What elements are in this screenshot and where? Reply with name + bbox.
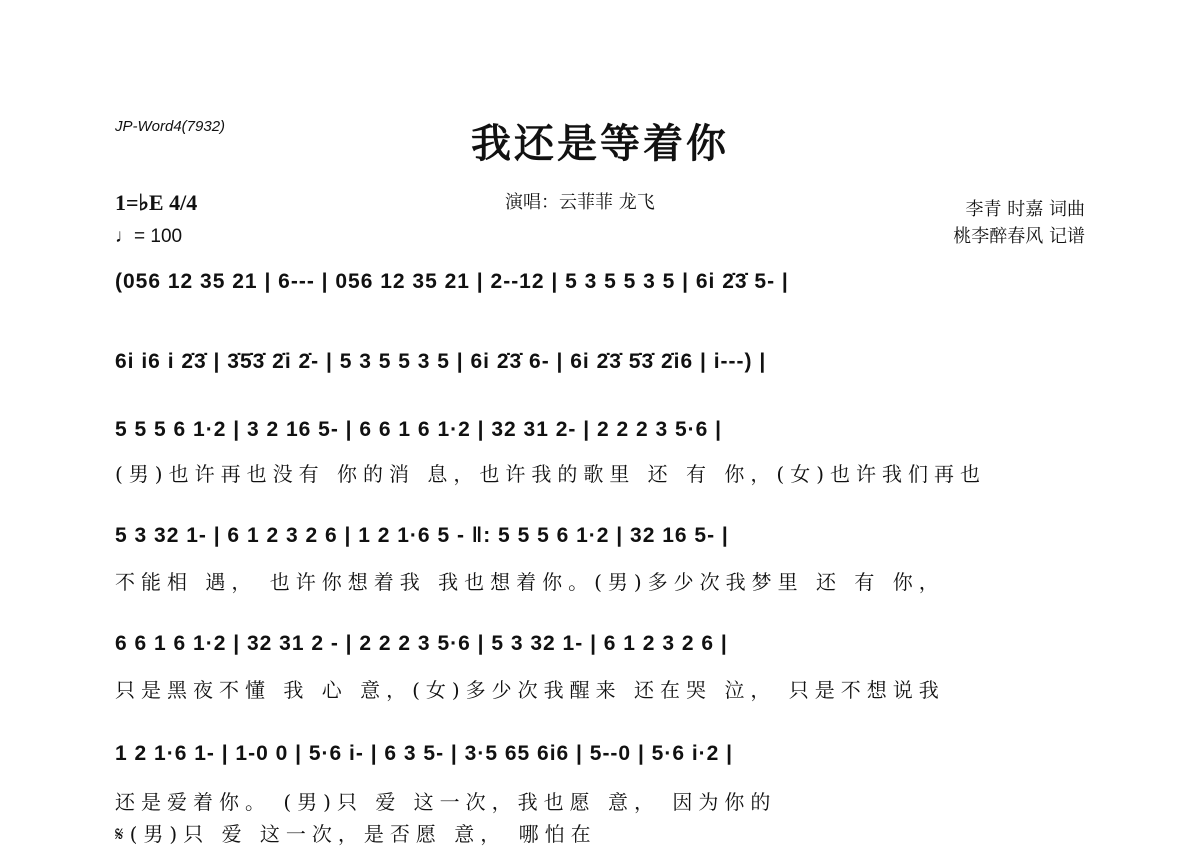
source-label: JP-Word4(7932): [115, 118, 226, 135]
lyric-row-3: (男)也许再也没有 你的消 息，也许我的歌里 还 有 你，(女)也许我们再也: [115, 462, 986, 486]
notation-row-2: 6i i6 i 2̇3̇ | 3̇5̇3̇ 2̇i 2̇- | 5 3 5 5 3 5 | 6i 2̇3̇ 6- | 6i 2̇3̇ 5̇3̇ 2̇i6 | i---) |: [115, 350, 767, 373]
song-title: 我还是等着你: [471, 120, 729, 167]
lyric-row-5: 只是黑夜不懂 我 心 意，(女)多少次我醒来 还在哭 泣， 只是不想说我: [115, 678, 945, 702]
key-signature: 1=♭E 4/4: [115, 190, 198, 215]
lyric-row-6a: 还是爱着你。 (男)只 爱 这一次，我也愿 意， 因为你的: [115, 790, 777, 814]
notation-row-4: 5 3 32 1- | 6 1 2 3 2 6 | 1 2 1·6 5 - ‖: 5 5 5 6 1·2 | 32 16 5- |: [115, 524, 729, 547]
lyric-row-6b: 𝄋(男)只 爱 这一次，是否愿 意， 哪怕在: [115, 822, 597, 846]
notation-row-1: (056 12 35 21 | 6--- | 056 12 35 21 | 2--12 | 5 3 5 5 3 5 | 6i 2̇3̇ 5- |: [115, 270, 789, 293]
transcriber-credit: 桃李醉春风 记谱: [953, 226, 1085, 247]
lyricist-composer-credit: 李青 时嘉 词曲: [965, 199, 1085, 220]
singer-credit: 演唱：云菲菲 龙飞: [505, 192, 655, 213]
tempo-marking: ♩= 100: [115, 226, 183, 247]
lyric-row-4: 不能相 遇， 也许你想着我 我也想着你。(男)多少次我梦里 还 有 你，: [115, 570, 945, 594]
notation-row-6: 1 2 1·6 1- | 1-0 0 | 5·6 i- | 6 3 5- | 3·5 65 6i6 | 5--0 | 5·6 i·2 |: [115, 742, 734, 765]
notation-row-5: 6 6 1 6 1·2 | 32 31 2 - | 2 2 2 3 5·6 | 5 3 32 1- | 6 1 2 3 2 6 |: [115, 632, 728, 655]
notation-row-3: 5 5 5 6 1·2 | 3 2 16 5- | 6 6 1 6 1·2 | 32 31 2- | 2 2 2 3 5·6 |: [115, 418, 723, 441]
